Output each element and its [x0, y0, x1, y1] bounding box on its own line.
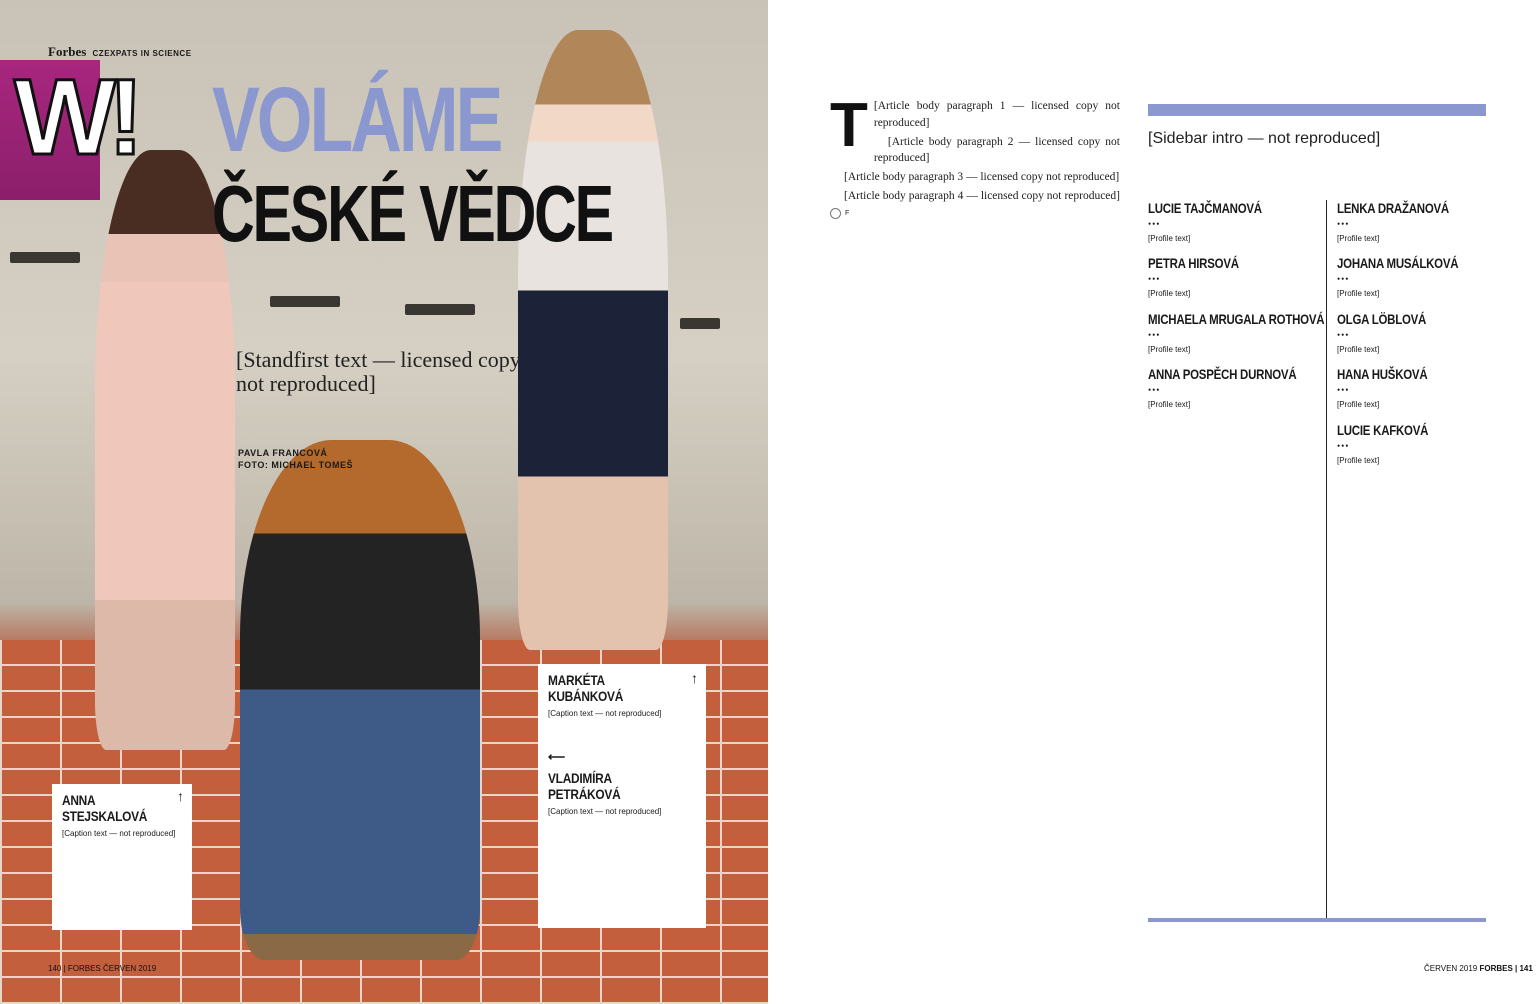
profile-text: [Profile text]	[1337, 289, 1380, 299]
wall-slot	[680, 318, 720, 329]
arrow-up-icon: ↑	[177, 788, 184, 804]
profile-name: HANA HUŠKOVÁ	[1337, 366, 1428, 383]
section-badge	[0, 56, 136, 200]
article-body	[830, 91, 1120, 223]
headline-line2: ČESKÉ VĚDCE	[212, 169, 612, 258]
author-credit: PAVLA FRANCOVÁ	[238, 448, 328, 458]
right-page	[768, 0, 1538, 1004]
profile-name: JOHANA MUSÁLKOVÁ	[1337, 255, 1459, 272]
caption-name: VLADIMÍRA PETRÁKOVÁ	[548, 769, 621, 802]
dots-divider: •••	[1337, 440, 1350, 451]
profile-text: [Profile text]	[1148, 344, 1191, 354]
body-paragraph: [Article body paragraph 3 — licensed copy not reproduced]	[844, 171, 1120, 184]
profile-text: [Profile text]	[1337, 455, 1380, 465]
sidebar-intro: [Sidebar intro — not reproduced]	[1148, 130, 1381, 147]
folio-brand: FORBES | 141	[1479, 964, 1533, 973]
sidebar-bottom-bar	[1148, 918, 1486, 922]
forbes-end-mark-icon: F	[830, 208, 841, 219]
wall-slot	[270, 296, 340, 307]
profile	[1148, 200, 1308, 245]
profile-text: [Profile text]	[1148, 234, 1191, 243]
profiles-column-1	[1148, 200, 1325, 422]
caption-box-kubankova-petrakova	[538, 664, 706, 928]
profile	[1337, 255, 1486, 300]
dots-divider: •••	[1148, 274, 1161, 285]
caption-text: [Caption text — not reproduced]	[548, 709, 662, 718]
caption-name: ANNA STEJSKALOVÁ	[62, 792, 148, 824]
body-paragraph-text: [Article body paragraph 1 — licensed copy not reproduced]	[873, 100, 1120, 129]
profile-name: PETRA HIRSOVÁ	[1148, 255, 1239, 272]
caption-text: [Caption text — not reproduced]	[548, 806, 662, 816]
profile	[1148, 255, 1308, 300]
wall-slot	[10, 252, 80, 263]
profile	[1337, 200, 1486, 245]
photo-person-seated	[240, 440, 480, 960]
profile-text: [Profile text]	[1337, 400, 1380, 410]
photo-person-right	[518, 30, 668, 650]
body-paragraph	[830, 188, 1120, 222]
profile-text: [Profile text]	[1337, 234, 1380, 243]
caption-text: [Caption text — not reproduced]	[62, 829, 176, 838]
body-paragraph-text: [Article body paragraph 4 — licensed copy not reproduced]	[844, 189, 1120, 202]
profiles-column-2	[1326, 200, 1486, 920]
folio-date: ČERVEN 2019	[1424, 964, 1478, 973]
profile	[1337, 366, 1486, 411]
credits	[238, 448, 353, 471]
profile-name: LUCIE KAFKOVÁ	[1337, 421, 1429, 438]
dots-divider: •••	[1148, 385, 1161, 396]
dots-divider: •••	[1337, 274, 1350, 285]
left-page	[0, 0, 768, 1004]
sidebar	[1148, 104, 1486, 465]
sidebar-accent-bar	[1148, 104, 1486, 116]
arrow-left-icon: ⟵	[548, 749, 566, 764]
wall-slot	[405, 304, 475, 315]
profile-name: LENKA DRAŽANOVÁ	[1337, 200, 1449, 216]
brand-logo: Forbes	[48, 44, 87, 59]
dots-divider: •••	[1337, 385, 1350, 396]
standfirst: [Standfirst text — licensed copy not reproduced]	[236, 347, 521, 397]
body-paragraph: [Article body paragraph 2 — licensed copy not reproduced]	[873, 135, 1120, 165]
section-label: CZEXPATS IN SCIENCE	[92, 49, 192, 58]
headline-line1: VOLÁME	[212, 69, 501, 171]
profile	[1337, 311, 1486, 356]
profile-name: OLGA LÖBLOVÁ	[1337, 310, 1427, 327]
profile-text: [Profile text]	[1337, 344, 1380, 354]
profile-name: ANNA POSPĚCH DURNOVÁ	[1148, 366, 1297, 383]
profile-text: [Profile text]	[1148, 400, 1191, 410]
dots-divider: •••	[1148, 329, 1161, 340]
caption-box-stejskalova	[52, 784, 192, 930]
drop-cap: T	[830, 91, 868, 160]
dots-divider: •••	[1337, 219, 1350, 229]
dots-divider: •••	[1148, 219, 1161, 229]
profile	[1148, 366, 1308, 411]
profile-text: [Profile text]	[1148, 289, 1191, 299]
arrow-up-icon: ↑	[691, 670, 698, 686]
photo-credit: FOTO: MICHAEL TOMEŠ	[238, 459, 354, 470]
profile-name: MICHAELA MRUGALA ROTHOVÁ	[1148, 310, 1325, 327]
profile	[1148, 310, 1325, 356]
profile-name: LUCIE TAJČMANOVÁ	[1148, 200, 1262, 216]
profiles	[1148, 200, 1486, 920]
profile	[1337, 422, 1486, 467]
folio-left: 140 | FORBES ČERVEN 2019	[48, 964, 157, 973]
folio-right	[1424, 964, 1533, 973]
dots-divider: •••	[1337, 329, 1350, 340]
badge-text: W!	[14, 56, 136, 177]
caption-name: MARKÉTA KUBÁNKOVÁ	[548, 672, 624, 704]
